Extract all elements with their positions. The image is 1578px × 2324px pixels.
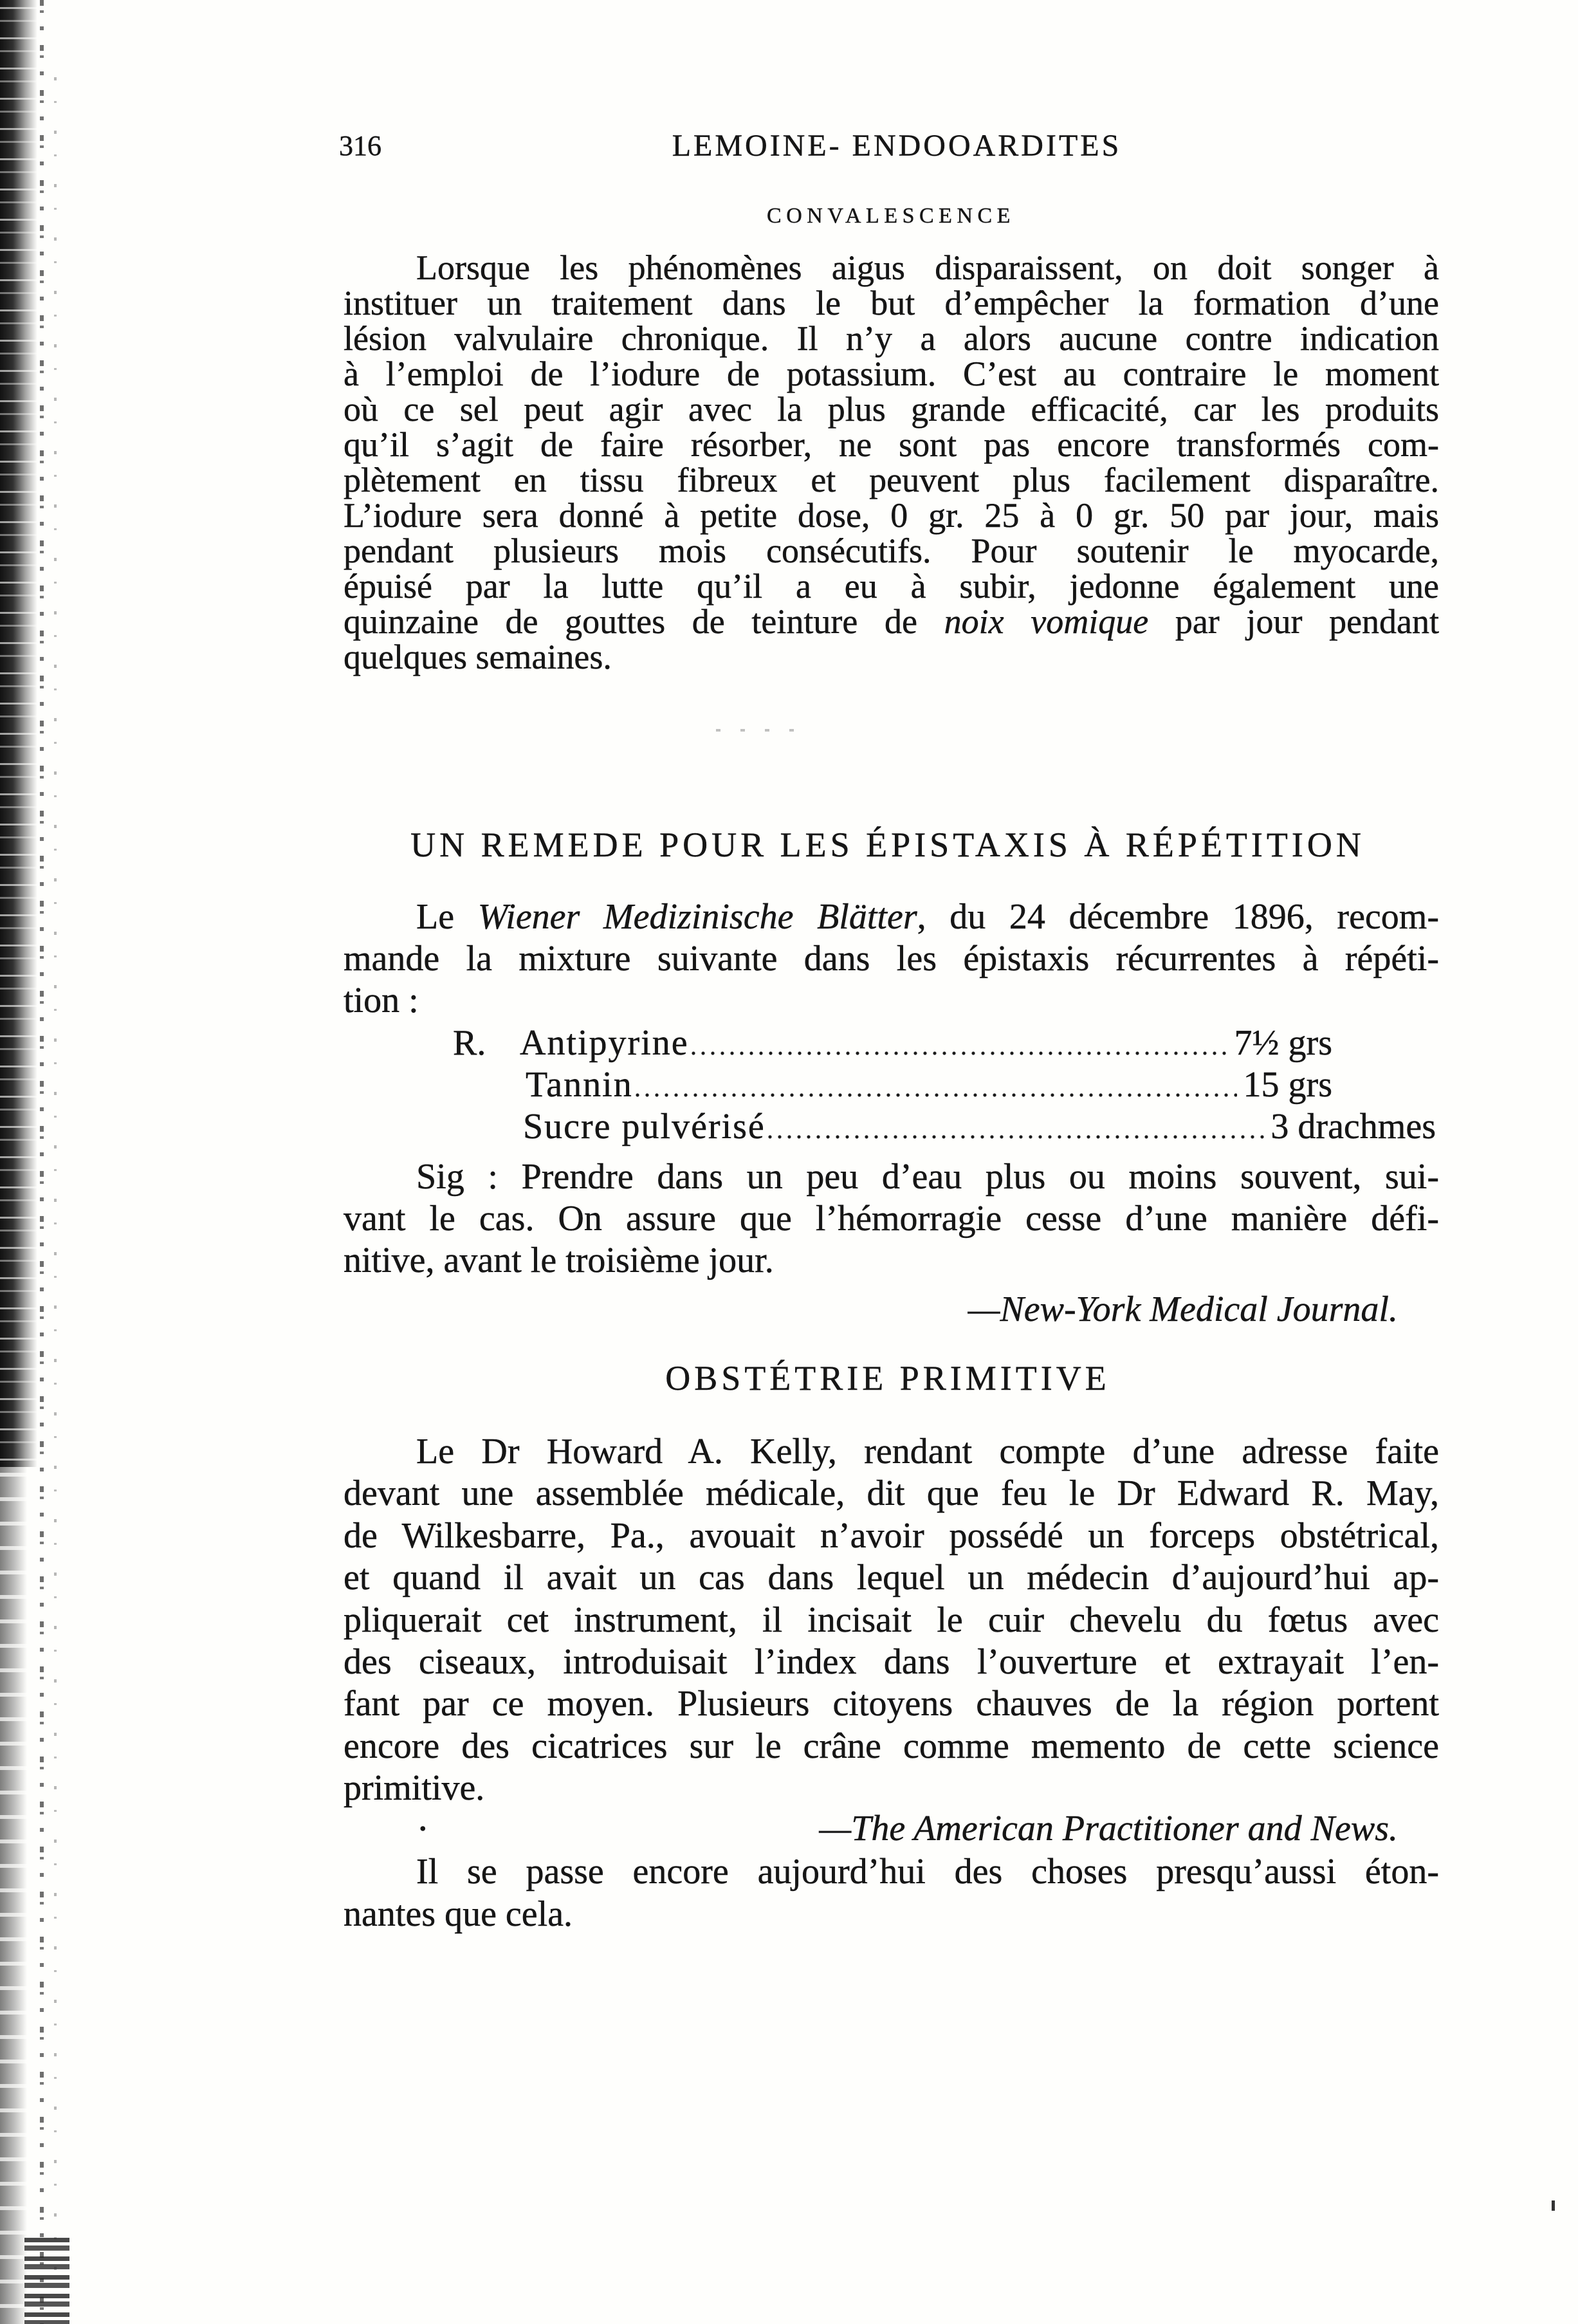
prescription-instructions	[344, 1156, 1439, 1282]
dot-leader	[636, 1064, 1237, 1106]
text-segment: Le	[416, 897, 478, 937]
text-line: épuisé par la lutte qu’il a eu à subir, jedonne également une	[344, 567, 1439, 605]
text-line: L’iodure sera donné à petite dose, 0 gr. 25 à 0 gr. 50 par jour, mais	[344, 496, 1439, 535]
recipe-marker: R.	[453, 1023, 486, 1063]
text-segment: , du 24 décembre 1896, recom-	[917, 897, 1439, 937]
text-line: pliquerait cet instrument, il incisait le cuir chevelu du fœtus avec	[344, 1600, 1439, 1640]
text-line: Il se passe encore aujourd’hui des choses presqu’aussi éton-	[416, 1852, 1439, 1892]
text-line: mande la mixture suivante dans les épistaxis récurrentes à répéti-	[344, 939, 1439, 979]
text-segment: quinzaine de gouttes de teinture de	[344, 602, 944, 641]
closing-paragraph	[344, 1850, 1439, 1935]
article-heading: UN REMEDE POUR LES ÉPISTAXIS À RÉPÉTITION	[410, 825, 1365, 864]
text-line: lésion valvulaire chronique. Il n’y a alors aucune contre indication	[344, 319, 1439, 358]
binding-line	[40, 0, 44, 2324]
prescription-row	[523, 1106, 1436, 1148]
stray-bullet: •	[419, 1818, 427, 1840]
binding-marks-bottom	[24, 2238, 69, 2324]
ingredient-name: Tannin	[526, 1065, 633, 1105]
text-line: encore des cicatrices sur le crâne comme memento de cette science	[344, 1726, 1439, 1766]
text-line: devant une assemblée médicale, dit que feu le Dr Edward R. May,	[344, 1473, 1439, 1514]
section-separator	[716, 729, 796, 732]
epistaxis-intro	[344, 896, 1439, 1022]
ingredient-name: Sucre pulvérisé	[523, 1107, 766, 1147]
scan-speck	[1552, 2200, 1555, 2211]
dot-leader	[692, 1022, 1228, 1064]
binding-shadow-lower	[0, 1467, 27, 2324]
text-line: instituer un traitement dans le but d’empêcher la formation d’une	[344, 284, 1439, 322]
text-line: fant par ce moyen. Plusieurs citoyens chauves de la région portent	[344, 1684, 1439, 1724]
binding-specks	[54, 77, 57, 2278]
text-line: tion :	[344, 981, 419, 1020]
text-line: de Wilkesbarre, Pa., avouait n’avoir possédé un forceps obstétrical,	[344, 1515, 1439, 1556]
prescription-row	[526, 1064, 1332, 1106]
ingredient-name: Antipyrine	[520, 1023, 689, 1063]
text-line: nitive, avant le troisième jour.	[344, 1240, 774, 1280]
ingredient-dose: 15 grs	[1243, 1065, 1332, 1105]
binding-shadow	[0, 0, 37, 1467]
page-number: 316	[339, 130, 381, 161]
source-citation: —New-York Medical Journal.	[968, 1289, 1398, 1329]
running-title: LEMOINE- ENDOOARDITES	[672, 129, 1122, 163]
text-line: Le Dr Howard A. Kelly, rendant compte d’une adresse faite	[416, 1432, 1439, 1471]
text-line: plètement en tissu fibreux et peuvent plus facilement disparaître.	[344, 461, 1439, 499]
text-line	[344, 896, 1439, 938]
text-line: Lorsque les phénomènes aigus disparaissent, on doit songer à	[416, 248, 1439, 287]
text-segment: par jour pendant	[1148, 602, 1440, 641]
text-line: où ce sel peut agir avec la plus grande efficacité, car les produits	[344, 390, 1439, 429]
ingredient-dose: 7½ grs	[1234, 1023, 1332, 1063]
text-line: pendant plusieurs mois consécutifs. Pour soutenir le myocarde,	[344, 531, 1439, 570]
obstetrie-paragraph	[344, 1431, 1439, 1810]
text-line: et quand il avait un cas dans lequel un médecin d’aujourd’hui ap-	[344, 1558, 1439, 1598]
journal-title: Wiener Medizinische Blätter	[477, 897, 917, 937]
section-subheading: CONVALESCENCE	[767, 204, 1015, 228]
source-citation: —The American Practitioner and News.	[819, 1809, 1398, 1849]
text-line: des ciseaux, introduisait l’index dans l’ouverture et extrayait l’en-	[344, 1642, 1439, 1683]
text-line: qu’il s’agit de faire résorber, ne sont pas encore transformés com-	[344, 425, 1439, 464]
article-heading: OBSTÉTRIE PRIMITIVE	[665, 1359, 1110, 1397]
convalescence-paragraph	[344, 250, 1439, 675]
text-line	[344, 604, 1439, 640]
text-line: nantes que cela.	[344, 1894, 573, 1934]
italic-term: noix vomique	[944, 602, 1149, 641]
ingredient-dose: 3 drachmes	[1271, 1107, 1436, 1147]
prescription-row	[520, 1022, 1332, 1064]
text-line: à l’emploi de l’iodure de potassium. C’est au contraire le moment	[344, 355, 1439, 393]
text-line: primitive.	[344, 1768, 485, 1809]
dot-leader	[768, 1106, 1265, 1148]
text-line: quelques semaines.	[344, 638, 612, 676]
text-line: Sig : Prendre dans un peu d’eau plus ou moins souvent, sui-	[416, 1157, 1439, 1197]
text-line: vant le cas. On assure que l’hémorragie cesse d’une manière défi-	[344, 1199, 1439, 1239]
